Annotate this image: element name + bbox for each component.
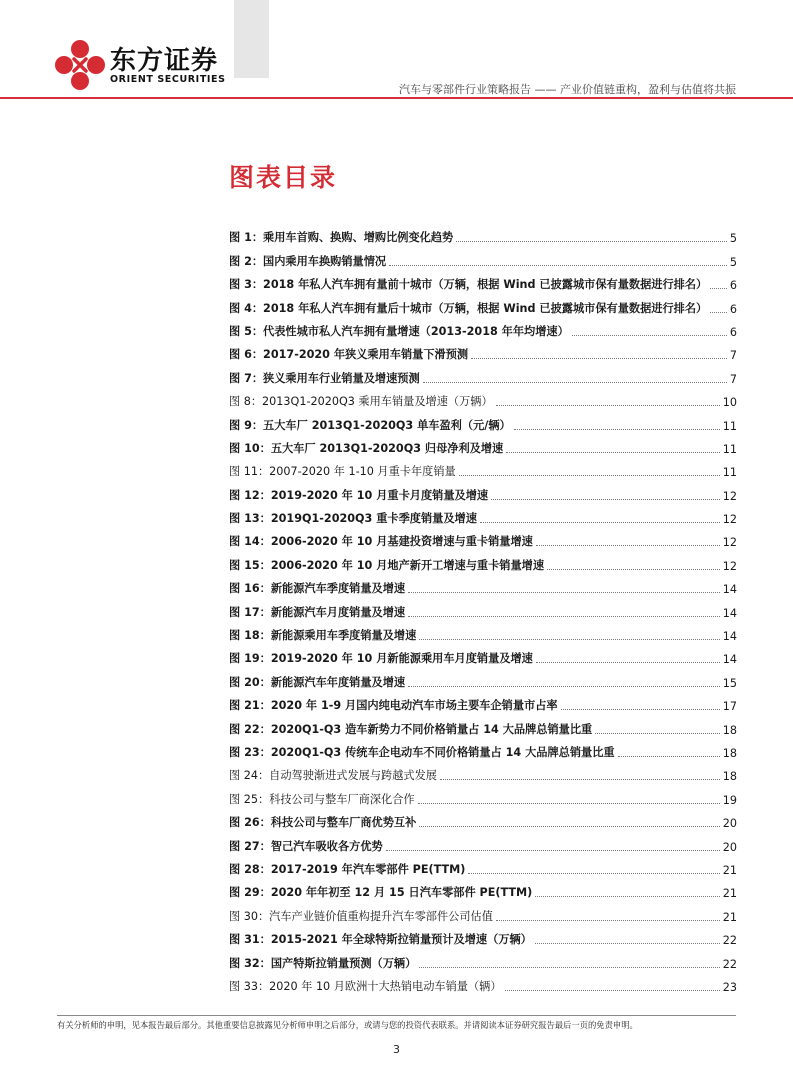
toc-entry-leader xyxy=(459,475,720,476)
toc-entry-page: 12 xyxy=(722,513,737,527)
toc-entry-page: 20 xyxy=(722,840,737,854)
toc-entry-leader xyxy=(496,920,720,921)
toc-entry-page: 14 xyxy=(722,653,737,667)
toc-entry-label: 图 3：2018 年私人汽车拥有量前十城市（万辆，根据 Wind 已披露城市保有量数据进行排名） xyxy=(229,278,708,292)
toc-entry[interactable] xyxy=(229,596,737,619)
toc-entry-label: 图 1：乘用车首购、换购、增购比例变化趋势 xyxy=(229,231,454,245)
toc-entry[interactable] xyxy=(229,830,737,853)
toc-entry-leader xyxy=(408,592,720,593)
toc-entry-leader xyxy=(572,335,727,336)
toc-entry-label: 图 2：国内乘用车换购销量情况 xyxy=(229,254,387,268)
toc-entry-leader xyxy=(535,896,719,897)
toc-entry-leader xyxy=(419,639,719,640)
toc-entry-label: 图 24：自动驾驶渐进式发展与跨越式发展 xyxy=(229,769,437,783)
toc-entry[interactable] xyxy=(229,456,737,479)
toc-entry-label: 图 22：2020Q1-Q3 造车新势力不同价格销量占 14 大品牌总销量比重 xyxy=(229,722,593,736)
toc-entry[interactable] xyxy=(229,245,737,268)
toc-entry[interactable] xyxy=(229,971,737,994)
toc-entry-leader xyxy=(547,569,720,570)
toc-entry-leader xyxy=(423,382,727,383)
toc-entry-page: 11 xyxy=(722,419,737,433)
toc-entry-leader xyxy=(491,499,720,500)
toc-entry[interactable] xyxy=(229,526,737,549)
toc-entry-leader xyxy=(389,265,727,266)
toc-entry-page: 23 xyxy=(722,980,737,994)
toc-entry-label: 图 23：2020Q1-Q3 传统车企电动车不同价格销量占 14 大品牌总销量比重 xyxy=(229,745,615,759)
toc-entry-page: 10 xyxy=(722,396,737,410)
toc-entry-label: 图 18：新能源乘用车季度销量及增速 xyxy=(229,629,417,643)
toc-entry-leader xyxy=(468,873,719,874)
toc-entry-page: 22 xyxy=(722,934,737,948)
toc-entry-leader xyxy=(710,312,727,313)
toc-entry-leader xyxy=(505,990,720,991)
toc-entry[interactable] xyxy=(229,807,737,830)
toc-entry[interactable] xyxy=(229,503,737,526)
header-divider xyxy=(0,97,793,99)
toc-entry-label: 图 8：2013Q1-2020Q3 乘用车销量及增速（万辆） xyxy=(229,395,493,409)
toc-entry[interactable] xyxy=(229,316,737,339)
toc-entry[interactable] xyxy=(229,549,737,572)
toc-entry[interactable] xyxy=(229,854,737,877)
toc-entry-label: 图 21：2020 年 1-9 月国内纯电动汽车市场主要车企销量市占率 xyxy=(229,699,558,713)
toc-entry[interactable] xyxy=(229,362,737,385)
toc-entry[interactable] xyxy=(229,222,737,245)
toc-entry-page: 14 xyxy=(722,583,737,597)
toc-entry-label: 图 17：新能源汽车月度销量及增速 xyxy=(229,605,406,619)
toc-entry-page: 7 xyxy=(729,372,737,386)
toc-entry-page: 21 xyxy=(722,910,737,924)
toc-list xyxy=(229,222,737,994)
toc-entry-leader xyxy=(710,288,727,289)
toc-entry-page: 15 xyxy=(722,676,737,690)
toc-entry-leader xyxy=(408,616,720,617)
toc-entry[interactable] xyxy=(229,386,737,409)
toc-entry-label: 图 20：新能源汽车年度销量及增速 xyxy=(229,675,406,689)
toc-entry-page: 11 xyxy=(722,442,737,456)
toc-entry-label: 图 5：代表性城市私人汽车拥有量增速（2013-2018 年年均增速） xyxy=(229,324,569,338)
toc-entry-leader xyxy=(535,943,720,944)
toc-entry-leader xyxy=(480,522,720,523)
footer-divider xyxy=(57,1015,736,1016)
page-number: 3 xyxy=(393,1043,400,1056)
toc-entry-page: 19 xyxy=(722,793,737,807)
toc-entry-page: 6 xyxy=(729,302,737,316)
toc-entry-leader xyxy=(536,545,720,546)
toc-entry[interactable] xyxy=(229,760,737,783)
toc-entry-page: 5 xyxy=(729,232,737,246)
toc-entry[interactable] xyxy=(229,620,737,643)
toc-entry-leader xyxy=(418,803,720,804)
toc-entry[interactable] xyxy=(229,666,737,689)
toc-entry[interactable] xyxy=(229,690,737,713)
toc-entry-leader xyxy=(561,709,720,710)
toc-entry-label: 图 26：科技公司与整车厂商优势互补 xyxy=(229,816,417,830)
toc-entry[interactable] xyxy=(229,433,737,456)
toc-entry[interactable] xyxy=(229,339,737,362)
toc-entry-page: 6 xyxy=(729,325,737,339)
toc-entry-label: 图 9：五大车厂 2013Q1-2020Q3 单车盈利（元/辆） xyxy=(229,418,511,432)
toc-entry[interactable] xyxy=(229,900,737,923)
toc-entry[interactable] xyxy=(229,409,737,432)
toc-entry-label: 图 28：2017-2019 年汽车零部件 PE(TTM) xyxy=(229,862,466,876)
toc-entry-label: 图 7：狭义乘用车行业销量及增速预测 xyxy=(229,371,420,385)
toc-entry-page: 18 xyxy=(722,723,737,737)
toc-entry-page: 21 xyxy=(722,863,737,877)
brand-name-cn: 东方证券 xyxy=(110,46,219,76)
toc-entry[interactable] xyxy=(229,643,737,666)
toc-entry-page: 18 xyxy=(722,746,737,760)
toc-entry-leader xyxy=(440,779,720,780)
toc-entry-label: 图 31：2015-2021 年全球特斯拉销量预计及增速（万辆） xyxy=(229,933,532,947)
toc-entry-leader xyxy=(536,662,720,663)
toc-entry-label: 图 10：五大车厂 2013Q1-2020Q3 归母净利及增速 xyxy=(229,441,504,455)
toc-entry-label: 图 13：2019Q1-2020Q3 重卡季度销量及增速 xyxy=(229,512,477,526)
toc-entry-label: 图 25：科技公司与整车厂商深化合作 xyxy=(229,792,415,806)
toc-entry-leader xyxy=(514,429,720,430)
toc-entry-page: 12 xyxy=(722,559,737,573)
toc-entry-label: 图 27：智己汽车吸收各方优势 xyxy=(229,839,383,853)
orient-logo-icon xyxy=(55,40,105,90)
toc-entry-label: 图 30：汽车产业链价值重构提升汽车零部件公司估值 xyxy=(229,909,493,923)
toc-entry-page: 18 xyxy=(722,770,737,784)
toc-entry[interactable] xyxy=(229,924,737,947)
toc-entry[interactable] xyxy=(229,269,737,292)
toc-entry-page: 22 xyxy=(722,957,737,971)
toc-entry-label: 图 12：2019-2020 年 10 月重卡月度销量及增速 xyxy=(229,488,489,502)
toc-entry[interactable] xyxy=(229,573,737,596)
toc-entry[interactable] xyxy=(229,713,737,736)
header-decor-bar xyxy=(234,0,269,78)
toc-entry-leader xyxy=(496,405,720,406)
toc-entry-leader xyxy=(595,733,720,734)
toc-entry-page: 11 xyxy=(722,466,737,480)
toc-entry-page: 21 xyxy=(722,887,737,901)
toc-entry[interactable] xyxy=(229,877,737,900)
toc-entry[interactable] xyxy=(229,292,737,315)
report-title: 汽车与零部件行业策略报告 —— 产业价值链重构，盈利与估值将共振 xyxy=(399,83,736,96)
toc-entry-leader xyxy=(506,452,720,453)
toc-entry-label: 图 19：2019-2020 年 10 月新能源乘用车月度销量及增速 xyxy=(229,652,533,666)
toc-entry-page: 7 xyxy=(729,349,737,363)
toc-entry-page: 5 xyxy=(729,255,737,269)
toc-entry-page: 20 xyxy=(722,817,737,831)
toc-entry[interactable] xyxy=(229,479,737,502)
disclaimer: 有关分析师的申明，见本报告最后部分。其他重要信息披露见分析师申明之后部分，或请与您的投资代表联系。并请阅读本证券研究报告最后一页的免责申明。 xyxy=(57,1020,638,1030)
toc-entry[interactable] xyxy=(229,947,737,970)
toc-entry-page: 14 xyxy=(722,606,737,620)
toc-entry-leader xyxy=(408,686,720,687)
toc-entry-leader xyxy=(419,967,719,968)
toc-entry-label: 图 16：新能源汽车季度销量及增速 xyxy=(229,582,406,596)
toc-entry[interactable] xyxy=(229,737,737,760)
toc-entry-leader xyxy=(471,358,727,359)
toc-entry-page: 12 xyxy=(722,536,737,550)
toc-entry-label: 图 33：2020 年 10 月欧洲十大热销电动车销量（辆） xyxy=(229,979,502,993)
toc-entry-leader xyxy=(456,241,727,242)
brand-name-en: ORIENT SECURITIES xyxy=(110,74,226,85)
toc-entry-page: 14 xyxy=(722,630,737,644)
toc-entry-label: 图 29：2020 年年初至 12 月 15 日汽车零部件 PE(TTM) xyxy=(229,886,533,900)
toc-entry-label: 图 11：2007-2020 年 1-10 月重卡年度销量 xyxy=(229,465,456,479)
toc-entry-label: 图 4：2018 年私人汽车拥有量后十城市（万辆，根据 Wind 已披露城市保有量数据进行排名） xyxy=(229,301,708,315)
toc-entry[interactable] xyxy=(229,783,737,806)
toc-entry-page: 17 xyxy=(722,700,737,714)
toc-entry-label: 图 14：2006-2020 年 10 月基建投资增速与重卡销量增速 xyxy=(229,535,533,549)
toc-entry-page: 6 xyxy=(729,279,737,293)
toc-entry-leader xyxy=(419,826,719,827)
toc-entry-leader xyxy=(386,850,720,851)
toc-entry-label: 图 15：2006-2020 年 10 月地产新开工增速与重卡销量增速 xyxy=(229,558,545,572)
toc-entry-label: 图 6：2017-2020 年狭义乘用车销量下滑预测 xyxy=(229,348,469,362)
toc-entry-leader xyxy=(618,756,720,757)
toc-entry-page: 12 xyxy=(722,489,737,503)
toc-entry-label: 图 32：国产特斯拉销量预测（万辆） xyxy=(229,956,417,970)
toc-heading: 图表目录 xyxy=(229,163,338,192)
